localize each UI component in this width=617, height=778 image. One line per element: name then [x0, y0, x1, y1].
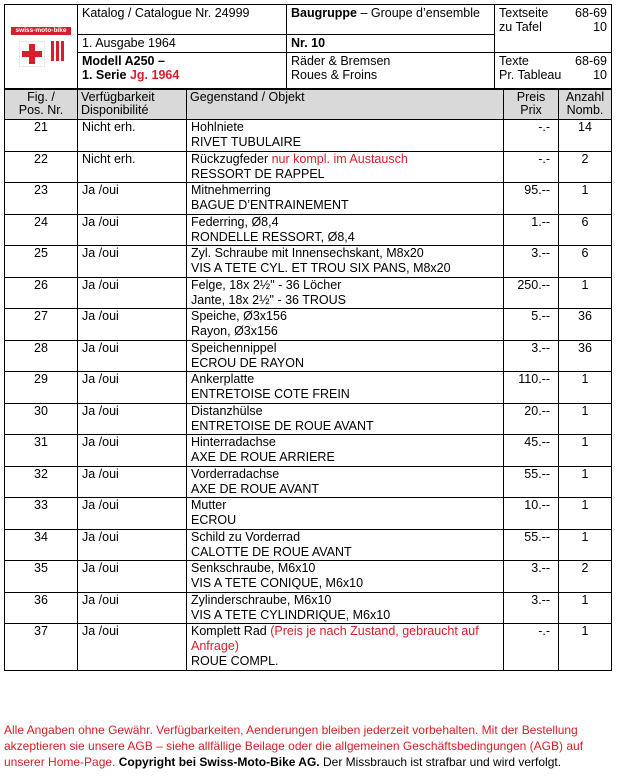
row-item — [187, 624, 504, 671]
row-item — [187, 214, 504, 246]
row-qty: 1 — [559, 592, 612, 624]
row-availability: Ja /oui — [78, 466, 187, 498]
row-pos: 28 — [5, 340, 78, 372]
table-row — [5, 277, 612, 309]
texte-label: Texte — [499, 54, 529, 68]
row-pos: 24 — [5, 214, 78, 246]
notice-copyright: Copyright bei Swiss-Moto-Bike AG. — [118, 755, 320, 769]
row-item — [187, 151, 504, 183]
row-availability: Ja /oui — [78, 498, 187, 530]
texte-cell — [495, 53, 612, 89]
row-pos: 35 — [5, 561, 78, 593]
row-item — [187, 246, 504, 278]
table-row — [5, 309, 612, 341]
table-row — [5, 498, 612, 530]
row-qty: 2 — [559, 561, 612, 593]
row-pos: 29 — [5, 372, 78, 404]
catalog-number: Katalog / Catalogue Nr. 24999 — [78, 5, 287, 35]
model-year: Jg. 1964 — [129, 68, 180, 82]
row-item — [187, 529, 504, 561]
row-qty: 6 — [559, 246, 612, 278]
row-price: 3.-- — [504, 246, 559, 278]
row-item — [187, 372, 504, 404]
textseite-label: Textseite — [499, 6, 549, 20]
logo-bars-icon — [51, 41, 67, 61]
catalog-sheet — [4, 4, 611, 671]
row-price: 3.-- — [504, 592, 559, 624]
table-row — [5, 435, 612, 467]
row-qty: 1 — [559, 466, 612, 498]
row-availability: Nicht erh. — [78, 120, 187, 152]
row-item-fr: RONDELLE RESSORT, Ø8,4 — [191, 229, 355, 244]
row-item-fr: ENTRETOISE COTE FREIN — [191, 387, 350, 401]
row-pos: 31 — [5, 435, 78, 467]
row-item-de: Mutter — [191, 498, 227, 512]
row-item — [187, 498, 504, 530]
table-row — [5, 561, 612, 593]
zu-tafel-label: zu Tafel — [499, 20, 542, 34]
table-row — [5, 340, 612, 372]
row-pos: 23 — [5, 183, 78, 215]
row-pos: 33 — [5, 498, 78, 530]
row-item-fr: ENTRETOISE DE ROUE AVANT — [191, 418, 374, 433]
row-qty: 2 — [559, 151, 612, 183]
row-item-de: Mitnehmerring — [191, 183, 271, 197]
row-qty: 1 — [559, 498, 612, 530]
row-item-de: Ankerplatte — [191, 372, 255, 386]
model-cell — [78, 53, 287, 89]
catalog-header — [4, 4, 612, 89]
row-pos: 22 — [5, 151, 78, 183]
row-item — [187, 340, 504, 372]
row-availability: Ja /oui — [78, 624, 187, 671]
group-label-cell — [287, 5, 495, 35]
parts-table-header — [5, 90, 612, 120]
col-item-header: Gegenstand / Objekt — [187, 90, 504, 120]
row-availability: Ja /oui — [78, 340, 187, 372]
row-item-de: Speiche, Ø3x156 — [191, 309, 287, 323]
row-item-de: Hohlniete — [191, 120, 244, 134]
table-row — [5, 592, 612, 624]
table-row — [5, 151, 612, 183]
row-price: -.- — [504, 120, 559, 152]
row-item — [187, 309, 504, 341]
row-item-fr: VIS A TETE CYL. ET TROU SIX PANS, M8x20 — [191, 261, 451, 275]
logo-cell — [5, 5, 78, 89]
row-item-de: Vorderradachse — [191, 466, 280, 481]
table-row — [5, 183, 612, 215]
row-price: 1.-- — [504, 214, 559, 246]
row-availability: Ja /oui — [78, 403, 187, 435]
group-name-de: Räder & Bremsen — [291, 54, 391, 68]
row-item-fr: AXE DE ROUE AVANT — [191, 481, 320, 496]
row-price: 55.-- — [504, 466, 559, 498]
row-item — [187, 466, 504, 498]
texte-value: 68-69 — [575, 54, 607, 68]
row-price: 45.-- — [504, 435, 559, 467]
row-item-fr: Rayon, Ø3x156 — [191, 324, 278, 338]
row-item — [187, 120, 504, 152]
row-qty: 36 — [559, 309, 612, 341]
row-qty: 36 — [559, 340, 612, 372]
row-availability: Ja /oui — [78, 214, 187, 246]
row-qty: 1 — [559, 403, 612, 435]
row-item-de: Speichennippel — [191, 340, 277, 355]
table-row — [5, 372, 612, 404]
row-price: 250.-- — [504, 277, 559, 309]
group-name-fr: Roues & Froins — [291, 68, 378, 82]
parts-table-body — [5, 120, 612, 671]
row-qty: 6 — [559, 214, 612, 246]
row-item — [187, 277, 504, 309]
row-item-fr: CALOTTE DE ROUE AVANT — [191, 544, 352, 559]
row-pos: 25 — [5, 246, 78, 278]
row-item-fr: VIS A TETE CYLINDRIQUE, M6x10 — [191, 607, 391, 622]
row-qty: 1 — [559, 435, 612, 467]
row-item-de: Felge, 18x 2½" - 36 Löcher — [191, 277, 342, 292]
row-availability: Ja /oui — [78, 372, 187, 404]
table-row — [5, 246, 612, 278]
group-number: Nr. 10 — [287, 35, 495, 53]
row-item-de: Senkschraube, M6x10 — [191, 561, 316, 575]
row-qty: 1 — [559, 277, 612, 309]
row-item — [187, 561, 504, 593]
row-item-fr: RIVET TUBULAIRE — [191, 135, 301, 149]
row-availability: Ja /oui — [78, 592, 187, 624]
row-pos: 21 — [5, 120, 78, 152]
row-item-de: Komplett Rad — [191, 624, 271, 638]
row-item-fr: ROUE COMPL. — [191, 654, 279, 668]
row-pos: 27 — [5, 309, 78, 341]
table-row — [5, 466, 612, 498]
parts-table — [4, 89, 612, 671]
swiss-cross-icon — [19, 41, 45, 67]
row-item-de: Schild zu Vorderrad — [191, 529, 301, 544]
group-name-cell — [287, 53, 495, 89]
row-item-fr: BAGUE D’ENTRAINEMENT — [191, 198, 349, 212]
table-row — [5, 120, 612, 152]
col-pos-header: Fig. / Pos. Nr. — [5, 90, 78, 120]
textseite-cell — [495, 5, 612, 53]
row-item-fr: Jante, 18x 2½" - 36 TROUS — [191, 292, 346, 307]
table-row — [5, 624, 612, 671]
row-qty: 14 — [559, 120, 612, 152]
legal-notice — [4, 722, 613, 770]
row-price: 5.-- — [504, 309, 559, 341]
row-item-fr: ECROU DE RAYON — [191, 355, 304, 370]
row-item-fr: AXE DE ROUE ARRIERE — [191, 450, 335, 464]
textseite-value: 68-69 — [575, 6, 607, 20]
row-item — [187, 435, 504, 467]
row-pos: 32 — [5, 466, 78, 498]
row-item-de: Zyl. Schraube mit Innensechskant, M8x20 — [191, 246, 424, 260]
row-item-note: nur kompl. im Austausch — [271, 151, 408, 166]
row-availability: Ja /oui — [78, 183, 187, 215]
row-item-note: (Preis je nach Zustand, gebraucht auf Anfrage) — [191, 624, 479, 653]
row-availability: Nicht erh. — [78, 151, 187, 183]
row-item-de: Distanzhülse — [191, 403, 263, 418]
row-qty: 1 — [559, 624, 612, 671]
model-series: 1. Serie — [82, 68, 130, 82]
row-price: -.- — [504, 624, 559, 671]
col-price-header: Preis Prix — [504, 90, 559, 120]
pr-tableau-label: Pr. Tableau — [499, 68, 562, 82]
row-price: 10.-- — [504, 498, 559, 530]
row-pos: 34 — [5, 529, 78, 561]
col-availability-header: Verfügbarkeit Disponibilité — [78, 90, 187, 120]
row-price: 110.-- — [504, 372, 559, 404]
logo-brand-text: swiss-moto-bike — [11, 27, 71, 35]
row-availability: Ja /oui — [78, 246, 187, 278]
row-item-fr: RESSORT DE RAPPEL — [191, 166, 325, 181]
edition: 1. Ausgabe 1964 — [78, 35, 287, 53]
row-price: -.- — [504, 151, 559, 183]
swiss-moto-bike-logo — [9, 23, 73, 71]
group-label-rest: – Groupe d’ensemble — [356, 6, 480, 20]
row-availability: Ja /oui — [78, 309, 187, 341]
row-availability: Ja /oui — [78, 561, 187, 593]
notice-disclaimer: Alle Angaben ohne Gewähr. Verfügbarkeiten, Aenderungen bleiben jederzeit vorbehalten. Mit der Bestellung akzeptieren sie unsere AGB – siehe allfällige Beilage oder die allgemeinen Geschäftsbedingungen (AGB) auf unserer Home-Page. — [4, 723, 584, 769]
row-pos: 30 — [5, 403, 78, 435]
row-item — [187, 403, 504, 435]
row-price: 95.-- — [504, 183, 559, 215]
row-pos: 37 — [5, 624, 78, 671]
row-item-de: Hinterradachse — [191, 435, 276, 449]
row-item-fr: ECROU — [191, 513, 237, 527]
col-qty-header: Anzahl Nomb. — [559, 90, 612, 120]
row-price: 3.-- — [504, 561, 559, 593]
row-item-de: Rückzugfeder — [191, 151, 272, 166]
row-item-de: Federring, Ø8,4 — [191, 214, 279, 229]
row-qty: 1 — [559, 529, 612, 561]
row-item — [187, 592, 504, 624]
table-row — [5, 214, 612, 246]
row-price: 55.-- — [504, 529, 559, 561]
pr-tableau-value: 10 — [593, 68, 607, 82]
table-row — [5, 529, 612, 561]
row-price: 3.-- — [504, 340, 559, 372]
row-pos: 26 — [5, 277, 78, 309]
table-row — [5, 403, 612, 435]
row-availability: Ja /oui — [78, 529, 187, 561]
notice-misuse: Der Missbrauch ist strafbar und wird verfolgt. — [319, 755, 562, 769]
zu-tafel-value: 10 — [593, 20, 607, 34]
row-qty: 1 — [559, 183, 612, 215]
row-availability: Ja /oui — [78, 277, 187, 309]
group-label: Baugruppe — [291, 6, 357, 20]
row-pos: 36 — [5, 592, 78, 624]
row-availability: Ja /oui — [78, 435, 187, 467]
row-item — [187, 183, 504, 215]
row-item-fr: VIS A TETE CONIQUE, M6x10 — [191, 576, 364, 590]
model-line-1: Modell A250 – — [82, 54, 165, 68]
row-qty: 1 — [559, 372, 612, 404]
row-item-de: Zylinderschraube, M6x10 — [191, 592, 332, 607]
row-price: 20.-- — [504, 403, 559, 435]
